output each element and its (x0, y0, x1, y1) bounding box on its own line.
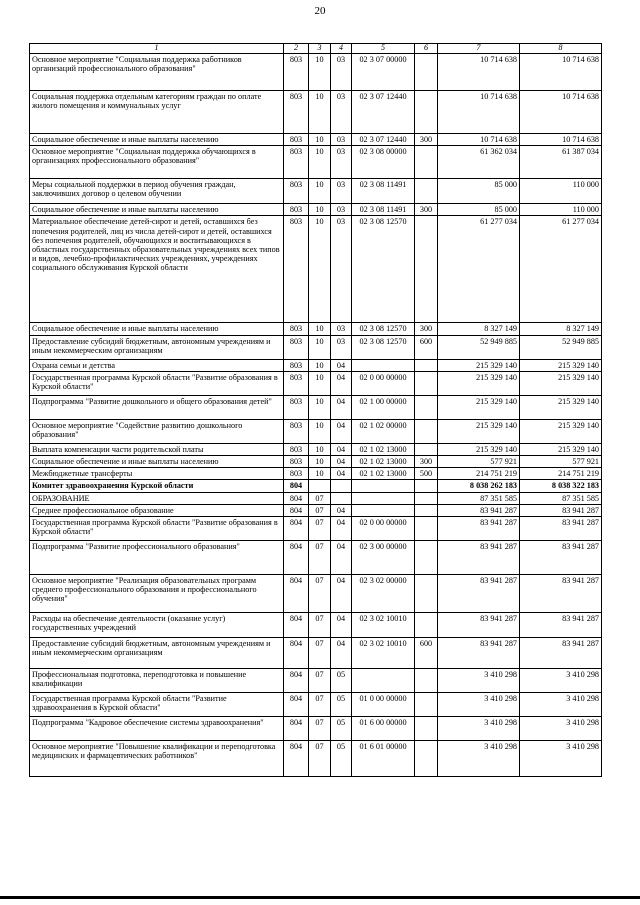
row-amount-year1-cell: 52 949 885 (438, 335, 520, 359)
row-amount-year1-cell: 83 941 287 (438, 516, 520, 540)
row-amount-year1-cell: 83 941 287 (438, 612, 520, 637)
row-expense-type-cell: 300 (415, 455, 438, 467)
row-amount-year1-cell: 215 329 140 (438, 359, 520, 371)
row-amount-year2-cell: 215 329 140 (520, 359, 602, 371)
table-row (30, 54, 602, 91)
table-row (30, 637, 602, 668)
row-name-cell: Подпрограмма "Развитие дошкольного и общего образования детей" (30, 395, 284, 419)
row-name-cell: Социальное обеспечение и иные выплаты населению (30, 204, 284, 216)
row-gr-code-cell: 804 (284, 612, 309, 637)
row-target-code-cell: 02 3 07 00000 (352, 54, 415, 91)
row-subsection-cell: 05 (331, 668, 352, 692)
row-expense-type-cell (415, 443, 438, 455)
row-gr-code-cell: 804 (284, 668, 309, 692)
row-name-cell: Охрана семьи и детства (30, 359, 284, 371)
table-row (30, 480, 602, 492)
row-amount-year1-cell: 577 921 (438, 455, 520, 467)
row-gr-code-cell: 804 (284, 516, 309, 540)
row-subsection-cell: 04 (331, 395, 352, 419)
row-subsection-cell: 05 (331, 716, 352, 740)
row-amount-year1-cell: 61 362 034 (438, 146, 520, 179)
row-target-code-cell: 02 0 00 00000 (352, 516, 415, 540)
row-name-cell: Материальное обеспечение детей-сирот и детей, оставшихся без попечения родителей, лиц из числа детей-сирот и детей, оставшихся без попечения родителей, обучающихся и воспитывающихся в областных государственных образовательных учреждениях всех типов и видов, лечебно-профилактических учреждениях, учреждениях социального обслуживания Курской области (30, 216, 284, 323)
row-target-code-cell: 02 1 02 13000 (352, 468, 415, 480)
column-header: 5 (352, 44, 415, 54)
row-gr-code-cell: 803 (284, 204, 309, 216)
row-expense-type-cell (415, 480, 438, 492)
row-name-cell: Меры социальной поддержки в период обучения граждан, заключивших договор о целевом обучении (30, 179, 284, 204)
row-target-code-cell: 02 3 08 11491 (352, 204, 415, 216)
row-subsection-cell: 03 (331, 216, 352, 323)
row-section-cell: 10 (309, 443, 331, 455)
row-name-cell: Подпрограмма "Развитие профессионального образования" (30, 540, 284, 574)
row-amount-year2-cell: 83 941 287 (520, 504, 602, 516)
row-target-code-cell (352, 668, 415, 692)
row-gr-code-cell: 804 (284, 574, 309, 612)
column-header: 8 (520, 44, 602, 54)
row-amount-year1-cell: 83 941 287 (438, 637, 520, 668)
row-target-code-cell: 01 6 01 00000 (352, 740, 415, 776)
row-expense-type-cell: 300 (415, 134, 438, 146)
row-target-code-cell: 02 3 07 12440 (352, 91, 415, 134)
row-expense-type-cell (415, 395, 438, 419)
row-amount-year2-cell: 83 941 287 (520, 516, 602, 540)
row-expense-type-cell: 500 (415, 468, 438, 480)
row-section-cell: 07 (309, 574, 331, 612)
row-gr-code-cell: 803 (284, 134, 309, 146)
row-expense-type-cell: 600 (415, 637, 438, 668)
row-name-cell: Основное мероприятие "Социальная поддержка работников организаций профессионального образования" (30, 54, 284, 91)
row-expense-type-cell: 300 (415, 323, 438, 335)
row-section-cell: 10 (309, 134, 331, 146)
row-section-cell: 07 (309, 637, 331, 668)
row-amount-year2-cell: 3 410 298 (520, 668, 602, 692)
row-amount-year2-cell: 3 410 298 (520, 716, 602, 740)
row-gr-code-cell: 804 (284, 740, 309, 776)
row-name-cell: Подпрограмма "Кадровое обеспечение системы здравоохранения" (30, 716, 284, 740)
row-amount-year1-cell: 215 329 140 (438, 443, 520, 455)
row-name-cell: Социальное обеспечение и иные выплаты населению (30, 455, 284, 467)
row-name-cell: Межбюджетные трансферты (30, 468, 284, 480)
row-section-cell: 10 (309, 455, 331, 467)
row-amount-year2-cell: 214 751 219 (520, 468, 602, 480)
row-gr-code-cell: 803 (284, 359, 309, 371)
row-section-cell: 10 (309, 54, 331, 91)
row-section-cell: 07 (309, 612, 331, 637)
row-target-code-cell: 02 0 00 00000 (352, 371, 415, 395)
row-gr-code-cell: 803 (284, 179, 309, 204)
row-target-code-cell: 02 1 02 13000 (352, 443, 415, 455)
row-expense-type-cell: 300 (415, 204, 438, 216)
row-section-cell: 10 (309, 371, 331, 395)
row-gr-code-cell: 803 (284, 395, 309, 419)
row-subsection-cell: 04 (331, 516, 352, 540)
row-section-cell: 07 (309, 540, 331, 574)
row-gr-code-cell: 803 (284, 443, 309, 455)
row-subsection-cell: 04 (331, 540, 352, 574)
row-name-cell: Комитет здравоохранения Курской области (30, 480, 284, 492)
table-row (30, 540, 602, 574)
table-row (30, 395, 602, 419)
row-section-cell: 10 (309, 335, 331, 359)
row-amount-year2-cell: 110 000 (520, 204, 602, 216)
row-amount-year1-cell: 3 410 298 (438, 668, 520, 692)
row-expense-type-cell (415, 146, 438, 179)
table-row (30, 179, 602, 204)
row-gr-code-cell: 804 (284, 716, 309, 740)
table-row (30, 492, 602, 504)
row-amount-year1-cell: 3 410 298 (438, 740, 520, 776)
row-amount-year1-cell: 10 714 638 (438, 134, 520, 146)
bottom-rule (0, 896, 640, 899)
row-section-cell: 07 (309, 504, 331, 516)
row-target-code-cell (352, 359, 415, 371)
row-subsection-cell: 04 (331, 359, 352, 371)
row-name-cell: Основное мероприятие "Содействие развитию дошкольного образования" (30, 419, 284, 443)
row-name-cell: Основное мероприятие "Социальная поддержка обучающихся в организациях профессионального образования" (30, 146, 284, 179)
row-gr-code-cell: 804 (284, 480, 309, 492)
row-subsection-cell: 03 (331, 54, 352, 91)
row-subsection-cell: 04 (331, 419, 352, 443)
row-name-cell: Социальное обеспечение и иные выплаты населению (30, 134, 284, 146)
row-gr-code-cell: 803 (284, 335, 309, 359)
row-section-cell: 10 (309, 204, 331, 216)
row-name-cell: Предоставление субсидий бюджетным, автономным учреждениям и иным некоммерческим организациям (30, 637, 284, 668)
row-target-code-cell: 02 3 02 00000 (352, 574, 415, 612)
row-gr-code-cell: 803 (284, 468, 309, 480)
row-target-code-cell (352, 480, 415, 492)
row-amount-year1-cell: 10 714 638 (438, 91, 520, 134)
row-amount-year2-cell: 61 387 034 (520, 146, 602, 179)
row-name-cell: Выплата компенсации части родительской платы (30, 443, 284, 455)
row-expense-type-cell (415, 612, 438, 637)
row-expense-type-cell (415, 668, 438, 692)
row-amount-year2-cell: 10 714 638 (520, 134, 602, 146)
row-name-cell: Основное мероприятие "Реализация образовательных программ среднего профессионального образования и профессионального обучения" (30, 574, 284, 612)
row-amount-year2-cell: 10 714 638 (520, 54, 602, 91)
row-subsection-cell: 04 (331, 504, 352, 516)
row-subsection-cell: 03 (331, 134, 352, 146)
row-amount-year2-cell: 577 921 (520, 455, 602, 467)
row-amount-year1-cell: 215 329 140 (438, 419, 520, 443)
row-amount-year1-cell: 10 714 638 (438, 54, 520, 91)
row-expense-type-cell (415, 371, 438, 395)
row-section-cell: 10 (309, 216, 331, 323)
row-section-cell: 07 (309, 516, 331, 540)
row-section-cell: 10 (309, 323, 331, 335)
row-amount-year2-cell: 8 327 149 (520, 323, 602, 335)
row-amount-year2-cell: 215 329 140 (520, 371, 602, 395)
row-subsection-cell (331, 492, 352, 504)
row-amount-year1-cell: 83 941 287 (438, 540, 520, 574)
row-amount-year2-cell: 215 329 140 (520, 443, 602, 455)
table-row (30, 419, 602, 443)
row-subsection-cell: 04 (331, 443, 352, 455)
row-target-code-cell: 02 3 08 12570 (352, 323, 415, 335)
row-name-cell: Государственная программа Курской области "Развитие образования в Курской области" (30, 371, 284, 395)
row-target-code-cell: 01 6 00 00000 (352, 716, 415, 740)
row-amount-year2-cell: 215 329 140 (520, 419, 602, 443)
row-target-code-cell: 02 1 00 00000 (352, 395, 415, 419)
row-subsection-cell: 03 (331, 146, 352, 179)
row-name-cell: Предоставление субсидий бюджетным, автономным учреждениям и иным некоммерческим организациям (30, 335, 284, 359)
row-amount-year2-cell: 8 038 322 183 (520, 480, 602, 492)
row-gr-code-cell: 803 (284, 91, 309, 134)
table-row (30, 216, 602, 323)
row-subsection-cell: 05 (331, 692, 352, 716)
row-expense-type-cell (415, 574, 438, 612)
row-section-cell: 07 (309, 716, 331, 740)
budget-table (29, 43, 602, 777)
column-header: 2 (284, 44, 309, 54)
row-section-cell: 10 (309, 359, 331, 371)
table-row (30, 668, 602, 692)
table-row (30, 740, 602, 776)
row-amount-year2-cell: 215 329 140 (520, 395, 602, 419)
row-expense-type-cell (415, 492, 438, 504)
row-amount-year1-cell: 214 751 219 (438, 468, 520, 480)
row-gr-code-cell: 804 (284, 504, 309, 516)
row-section-cell: 07 (309, 692, 331, 716)
row-expense-type-cell (415, 54, 438, 91)
row-target-code-cell (352, 504, 415, 516)
row-amount-year2-cell: 83 941 287 (520, 612, 602, 637)
row-subsection-cell: 03 (331, 323, 352, 335)
row-amount-year1-cell: 215 329 140 (438, 371, 520, 395)
row-expense-type-cell: 600 (415, 335, 438, 359)
column-header: 7 (438, 44, 520, 54)
row-expense-type-cell (415, 91, 438, 134)
row-subsection-cell: 04 (331, 468, 352, 480)
table-row (30, 91, 602, 134)
table-row (30, 455, 602, 467)
row-target-code-cell: 02 1 02 00000 (352, 419, 415, 443)
row-section-cell: 10 (309, 179, 331, 204)
row-gr-code-cell: 804 (284, 492, 309, 504)
row-subsection-cell: 04 (331, 455, 352, 467)
row-amount-year1-cell: 85 000 (438, 204, 520, 216)
row-name-cell: Государственная программа Курской области "Развитие здравоохранения в Курской области" (30, 692, 284, 716)
row-name-cell: Профессиональная подготовка, переподготовка и повышение квалификации (30, 668, 284, 692)
row-name-cell: ОБРАЗОВАНИЕ (30, 492, 284, 504)
table-row (30, 134, 602, 146)
row-target-code-cell: 02 3 08 00000 (352, 146, 415, 179)
row-gr-code-cell: 803 (284, 146, 309, 179)
row-subsection-cell: 05 (331, 740, 352, 776)
row-target-code-cell: 02 1 02 13000 (352, 455, 415, 467)
row-subsection-cell: 04 (331, 637, 352, 668)
table-row (30, 204, 602, 216)
row-subsection-cell: 03 (331, 91, 352, 134)
table-row (30, 716, 602, 740)
row-gr-code-cell: 803 (284, 371, 309, 395)
row-section-cell (309, 480, 331, 492)
row-subsection-cell: 04 (331, 371, 352, 395)
row-target-code-cell: 02 3 02 10010 (352, 612, 415, 637)
row-amount-year2-cell: 83 941 287 (520, 637, 602, 668)
column-header: 1 (30, 44, 284, 54)
row-amount-year2-cell: 52 949 885 (520, 335, 602, 359)
row-amount-year2-cell: 83 941 287 (520, 540, 602, 574)
row-target-code-cell: 02 3 08 11491 (352, 179, 415, 204)
row-target-code-cell: 02 3 08 12570 (352, 335, 415, 359)
row-name-cell: Социальная поддержка отдельным категориям граждан по оплате жилого помещения и коммунальных услуг (30, 91, 284, 134)
column-header: 4 (331, 44, 352, 54)
row-subsection-cell: 04 (331, 612, 352, 637)
table-row (30, 504, 602, 516)
row-section-cell: 10 (309, 146, 331, 179)
row-expense-type-cell (415, 716, 438, 740)
row-amount-year1-cell: 87 351 585 (438, 492, 520, 504)
table-header-row (30, 44, 602, 54)
row-expense-type-cell (415, 692, 438, 716)
column-header: 3 (309, 44, 331, 54)
row-name-cell: Основное мероприятие "Повышение квалификации и переподготовка медицинских и фармацевтических работников" (30, 740, 284, 776)
column-header: 6 (415, 44, 438, 54)
row-target-code-cell: 02 3 08 12570 (352, 216, 415, 323)
row-amount-year2-cell: 10 714 638 (520, 91, 602, 134)
row-section-cell: 10 (309, 419, 331, 443)
row-expense-type-cell (415, 504, 438, 516)
table-row (30, 323, 602, 335)
row-amount-year1-cell: 8 327 149 (438, 323, 520, 335)
row-section-cell: 10 (309, 91, 331, 134)
row-subsection-cell (331, 480, 352, 492)
row-amount-year2-cell: 87 351 585 (520, 492, 602, 504)
row-amount-year2-cell: 83 941 287 (520, 574, 602, 612)
row-amount-year1-cell: 215 329 140 (438, 395, 520, 419)
table-row (30, 468, 602, 480)
row-target-code-cell (352, 492, 415, 504)
row-amount-year1-cell: 83 941 287 (438, 574, 520, 612)
row-gr-code-cell: 803 (284, 216, 309, 323)
row-amount-year1-cell: 3 410 298 (438, 692, 520, 716)
row-amount-year1-cell: 8 038 262 183 (438, 480, 520, 492)
table-row (30, 612, 602, 637)
row-gr-code-cell: 803 (284, 419, 309, 443)
table-row (30, 574, 602, 612)
row-target-code-cell: 02 3 02 10010 (352, 637, 415, 668)
row-target-code-cell: 02 3 07 12440 (352, 134, 415, 146)
row-subsection-cell: 03 (331, 335, 352, 359)
row-expense-type-cell (415, 216, 438, 323)
row-subsection-cell: 03 (331, 204, 352, 216)
row-gr-code-cell: 803 (284, 54, 309, 91)
row-name-cell: Расходы на обеспечение деятельности (оказание услуг) государственных учреждений (30, 612, 284, 637)
row-section-cell: 07 (309, 740, 331, 776)
row-amount-year1-cell: 85 000 (438, 179, 520, 204)
row-amount-year1-cell: 61 277 034 (438, 216, 520, 323)
row-gr-code-cell: 803 (284, 323, 309, 335)
row-expense-type-cell (415, 419, 438, 443)
row-amount-year2-cell: 3 410 298 (520, 692, 602, 716)
table-row (30, 371, 602, 395)
row-name-cell: Социальное обеспечение и иные выплаты населению (30, 323, 284, 335)
row-expense-type-cell (415, 540, 438, 574)
page-number: 20 (314, 5, 326, 17)
table-row (30, 516, 602, 540)
row-section-cell: 07 (309, 668, 331, 692)
row-amount-year2-cell: 61 277 034 (520, 216, 602, 323)
row-amount-year2-cell: 110 000 (520, 179, 602, 204)
row-section-cell: 07 (309, 492, 331, 504)
row-target-code-cell: 02 3 00 00000 (352, 540, 415, 574)
row-gr-code-cell: 804 (284, 637, 309, 668)
row-amount-year1-cell: 83 941 287 (438, 504, 520, 516)
table-row (30, 335, 602, 359)
row-name-cell: Среднее профессиональное образование (30, 504, 284, 516)
row-gr-code-cell: 804 (284, 692, 309, 716)
table-row (30, 146, 602, 179)
row-gr-code-cell: 804 (284, 540, 309, 574)
row-target-code-cell: 01 0 00 00000 (352, 692, 415, 716)
row-expense-type-cell (415, 740, 438, 776)
row-expense-type-cell (415, 359, 438, 371)
row-section-cell: 10 (309, 395, 331, 419)
row-name-cell: Государственная программа Курской области "Развитие образования в Курской области" (30, 516, 284, 540)
row-subsection-cell: 03 (331, 179, 352, 204)
table-row (30, 443, 602, 455)
row-expense-type-cell (415, 516, 438, 540)
row-gr-code-cell: 803 (284, 455, 309, 467)
row-section-cell: 10 (309, 468, 331, 480)
table-row (30, 692, 602, 716)
row-amount-year2-cell: 3 410 298 (520, 740, 602, 776)
table-row (30, 359, 602, 371)
row-amount-year1-cell: 3 410 298 (438, 716, 520, 740)
row-expense-type-cell (415, 179, 438, 204)
row-subsection-cell: 04 (331, 574, 352, 612)
